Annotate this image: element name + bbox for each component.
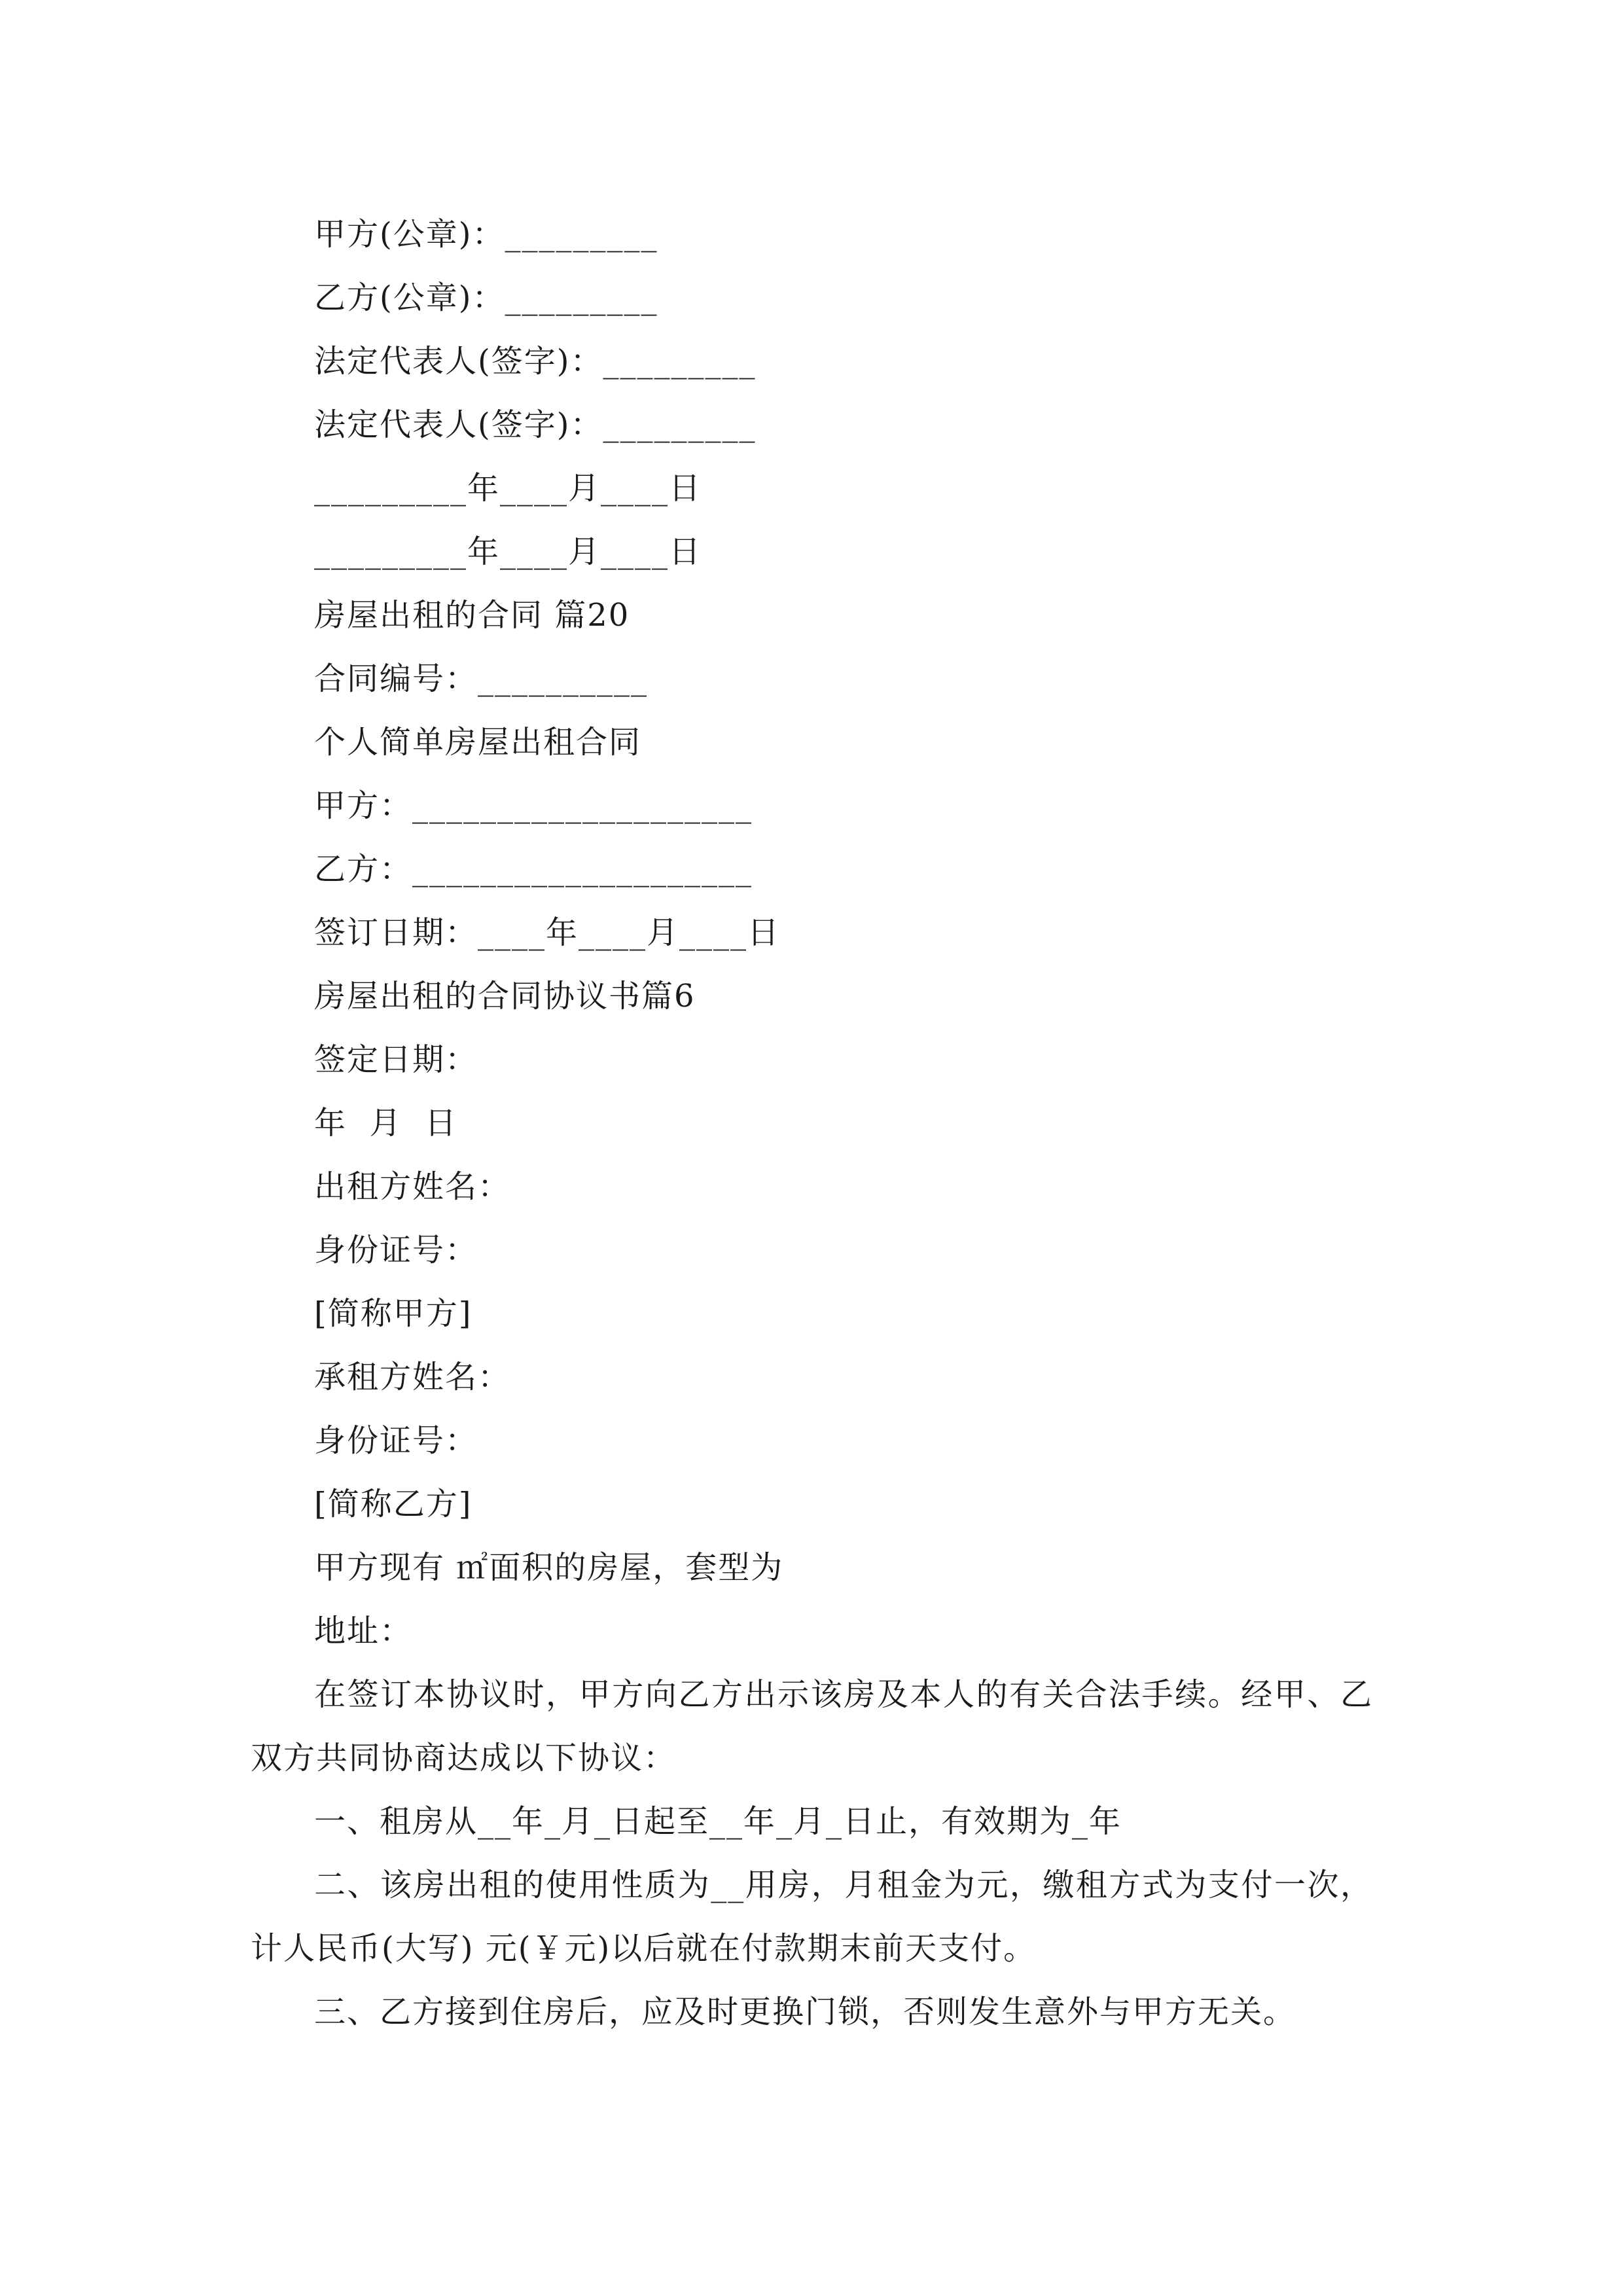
agreement-intro-paragraph: 在签订本协议时，甲方向乙方出示该房及本人的有关合法手续。经甲、乙双方共同协商达成以下协议： — [251, 1676, 1373, 1776]
party-a-line: 甲方：____________________ — [314, 787, 753, 824]
section-heading: 房屋出租的合同协议书篇6 — [314, 978, 696, 1014]
lessee-name-label: 承租方姓名： — [314, 1359, 511, 1395]
document-body — [251, 203, 1373, 2044]
party-b-seal-line: 乙方(公章)：_________ — [314, 279, 658, 316]
legal-rep-signature-line: 法定代表人(签字)：_________ — [314, 406, 757, 443]
lessor-name-label: 出租方姓名： — [314, 1168, 511, 1205]
id-number-label: 身份证号： — [314, 1422, 478, 1459]
party-a-seal-line: 甲方(公章)：_________ — [314, 216, 658, 253]
party-b-line: 乙方：____________________ — [314, 851, 753, 888]
clause-1-paragraph: 一、租房从__年_月_日起至__年_月_日止，有效期为_年 — [314, 1803, 1122, 1840]
address-label: 地址： — [314, 1613, 413, 1649]
date-line: _________年____月____日 — [314, 533, 702, 570]
party-a-abbreviation: [简称甲方] — [314, 1295, 473, 1332]
property-area-line: 甲方现有 ㎡面积的房屋，套型为 — [314, 1549, 784, 1586]
clause-2-paragraph: 二、该房出租的使用性质为__用房，月租金为元，缴租方式为支付一次，计人民币(大写) 元(￥元)以后就在付款期末前天支付。 — [251, 1867, 1373, 1967]
id-number-label: 身份证号： — [314, 1232, 478, 1268]
contract-title: 个人简单房屋出租合同 — [314, 724, 642, 761]
date-placeholder: 年 月 日 — [314, 1105, 458, 1141]
signing-date-label: 签定日期： — [314, 1041, 478, 1078]
legal-rep-signature-line: 法定代表人(签字)：_________ — [314, 343, 757, 380]
clause-3-paragraph: 三、乙方接到住房后，应及时更换门锁，否则发生意外与甲方无关。 — [314, 1994, 1296, 2030]
section-heading: 房屋出租的合同 篇20 — [314, 597, 630, 634]
contract-number-line: 合同编号：__________ — [314, 660, 649, 697]
party-b-abbreviation: [简称乙方] — [314, 1486, 473, 1522]
date-line: _________年____月____日 — [314, 470, 702, 507]
signing-date-line: 签订日期：____年____月____日 — [314, 914, 781, 951]
